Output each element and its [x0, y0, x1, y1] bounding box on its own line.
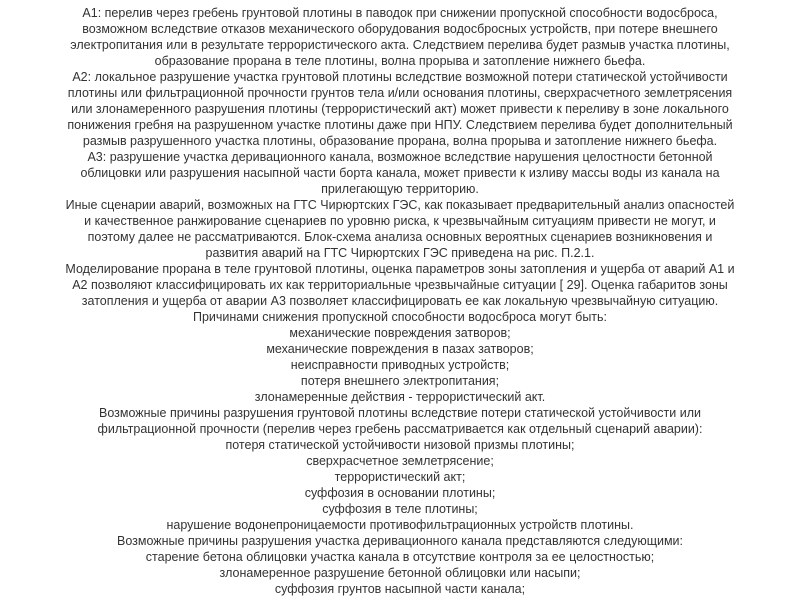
- text-line: Моделирование прорана в теле грунтовой плотины, оценка параметров зоны затопления и ущерба от аварий А1 и: [65, 262, 735, 276]
- text-line: А2: локальное разрушение участка грунтовой плотины вследствие возможной потери статической устойчивости: [72, 70, 728, 84]
- text-line: механические повреждения в пазах затворов;: [266, 342, 534, 356]
- text-line: и качественное ранжирование сценариев по уровню риска, к чрезвычайным ситуациям привести не могут, и: [84, 214, 716, 228]
- text-line: понижения гребня на разрушенном участке плотины даже при НПУ. Следствием перелива будет дополнительный: [67, 118, 733, 132]
- document-text-block: [0, 5, 800, 597]
- text-line: А2 позволяют классифицировать их как территориальные чрезвычайные ситуации [ 29]. Оценка габаритов зоны: [72, 278, 728, 292]
- text-line: плотины или фильтрационной прочности грунтов тела и/или основания плотины, сверхрасчетного землетрясения: [67, 86, 733, 100]
- text-line: развития аварий на ГТС Чирюртских ГЭС приведена на рис. П.2.1.: [205, 246, 595, 260]
- text-line: облицовки или разрушения насыпной части борта канала, может привести к изливу массы воды из канала на: [80, 166, 720, 180]
- text-line: образование прорана в теле плотины, волна прорыва и затопление нижнего бьефа.: [154, 54, 646, 68]
- text-line: Причинами снижения пропускной способности водосброса могут быть:: [192, 310, 608, 324]
- text-line: потеря внешнего электропитания;: [300, 374, 500, 388]
- text-line: размыв разрушенного участка плотины, образование прорана, волна прорыва и затопление нижнего бьефа.: [82, 134, 718, 148]
- text-line: или злонамеренного разрушения плотины (террористический акт) может привести к переливу в зоне локального: [71, 102, 729, 116]
- text-line: электропитания или в результате террористического акта. Следствием перелива будет размыв участка плотины,: [70, 38, 730, 52]
- text-line: суффозия в теле плотины;: [322, 502, 478, 516]
- text-line: механические повреждения затворов;: [289, 326, 511, 340]
- text-line: суффозия грунтов насыпной части канала;: [274, 582, 526, 596]
- text-line: возможном вследствие отказов механического оборудования водосбросных устройств, при потере внешнего: [82, 22, 718, 36]
- text-line: поэтому далее не рассматриваются. Блок-схема анализа основных вероятных сценариев возникновения и: [87, 230, 713, 244]
- text-line: А1: перелив через гребень грунтовой плотины в паводок при снижении пропускной способности водосброса,: [82, 6, 718, 20]
- text-line: Возможные причины разрушения грунтовой плотины вследствие потери статической устойчивости или: [99, 406, 701, 420]
- text-line: затопления и ущерба от аварии А3 позволяет классифицировать ее как локальную чрезвычайную ситуацию.: [81, 294, 719, 308]
- text-line: потеря статической устойчивости низовой призмы плотины;: [225, 438, 575, 452]
- text-line: Иные сценарии аварий, возможных на ГТС Чирюртских ГЭС, как показывает предварительный анализ опасностей: [65, 198, 735, 212]
- text-line: старение бетона облицовки участка канала в отсутствие контроля за ее целостностью;: [145, 550, 655, 564]
- text-line: нарушение водонепроницаемости противофильтрационных устройств плотины.: [166, 518, 634, 532]
- text-line: суффозия в основании плотины;: [304, 486, 496, 500]
- text-line: фильтрационной прочности (перелив через гребень рассматривается как отдельный сценарий аварии):: [97, 422, 703, 436]
- text-line: прилегающую территорию.: [321, 182, 479, 196]
- text-line: А3: разрушение участка деривационного канала, возможное вследствие нарушения целостности бетонной: [87, 150, 713, 164]
- text-line: злонамеренные действия - террористический акт.: [254, 390, 546, 404]
- text-line: сверхрасчетное землетрясение;: [306, 454, 494, 468]
- text-line: злонамеренное разрушение бетонной облицовки или насыпи;: [219, 566, 581, 580]
- text-line: Возможные причины разрушения участка деривационного канала представляются следующими:: [116, 534, 684, 548]
- text-line: террористический акт;: [334, 470, 466, 484]
- text-line: неисправности приводных устройств;: [290, 358, 510, 372]
